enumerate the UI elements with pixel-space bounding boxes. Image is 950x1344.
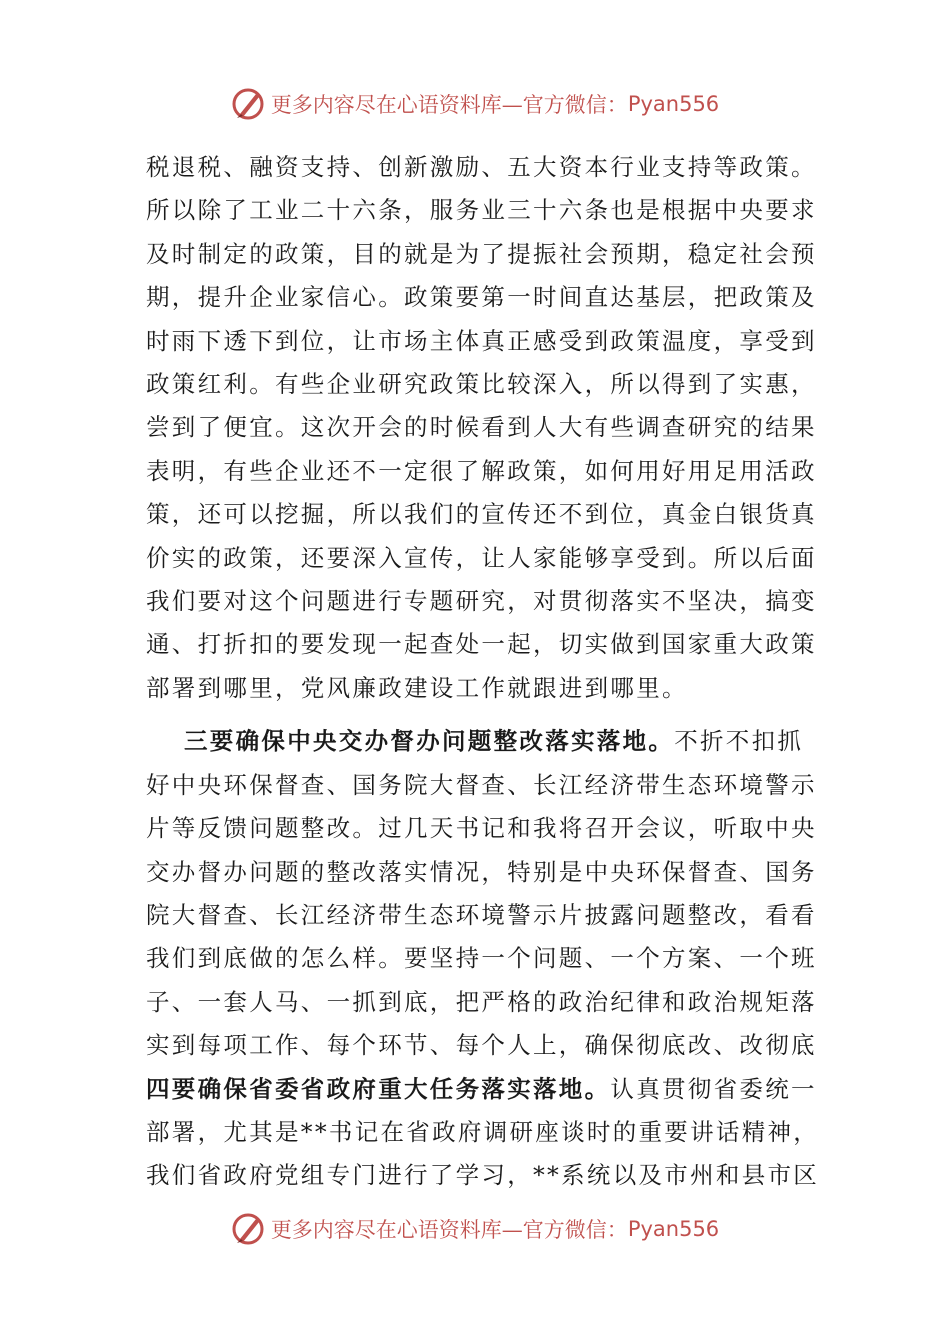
text-line: 表明，有些企业还不一定很了解政策，如何用好用足用活政 — [146, 456, 817, 485]
text-line: 实到每项工作、每个环节、每个人上，确保彻底改、改彻底 — [146, 1031, 817, 1060]
text-line: 价实的政策，还要深入宣传，让人家能够享受到。所以后面 — [146, 543, 817, 572]
footer-watermark-banner — [0, 1209, 950, 1249]
paragraph-3 — [146, 1068, 820, 1198]
text-line: 政策红利。有些企业研究政策比较深入，所以得到了实惠， — [146, 370, 817, 399]
paragraph-2 — [146, 720, 817, 1067]
banner-text: 更多内容尽在心语资料库—官方微信： — [270, 1218, 628, 1242]
text-line: 我们省政府党组专门进行了学习，**系统以及市州和县市区 — [146, 1161, 820, 1190]
banner-wechat-id: Pyan556 — [627, 92, 720, 116]
paragraph-lead-heading: 四要确保省委省政府重大任务落实落地。 — [146, 1074, 611, 1103]
text-line — [146, 720, 810, 763]
text-line: 通、打折扣的要发现一起查处一起，切实做到国家重大政策 — [146, 630, 817, 659]
lead-continuation: 认真贯彻省委统一 — [610, 1074, 817, 1103]
text-line: 税退税、融资支持、创新激励、五大资本行业支持等政策。 — [146, 153, 817, 181]
text-line: 尝到了便宜。这次开会的时候看到人大有些调查研究的结果 — [146, 413, 817, 442]
pen-circle-logo-icon — [231, 87, 265, 121]
text-line: 好中央环保督查、国务院大督查、长江经济带生态环境警示 — [146, 770, 817, 799]
paragraph-lead-heading: 三要确保中央交办督办问题整改落实落地。 — [184, 727, 675, 756]
text-line: 片等反馈问题整改。过几天书记和我将召开会议，听取中央 — [146, 814, 817, 843]
text-line: 所以除了工业二十六条，服务业三十六条也是根据中央要求 — [146, 196, 817, 225]
text-line: 部署到哪里，党风廉政建设工作就跟进到哪里。 — [146, 673, 688, 702]
text-line: 子、一套人马、一抓到底，把严格的政治纪律和政治规矩落 — [146, 987, 817, 1016]
text-line: 院大督查、长江经济带生态环境警示片披露问题整改，看看 — [146, 900, 817, 929]
text-line: 及时制定的政策，目的就是为了提振社会预期，稳定社会预 — [146, 239, 817, 268]
header-watermark-banner — [0, 84, 950, 124]
pen-circle-logo-icon — [231, 1212, 265, 1246]
text-line: 我们要对这个问题进行专题研究，对贯彻落实不坚决，搞变 — [146, 587, 817, 616]
text-line: 交办督办问题的整改落实情况，特别是中央环保督查、国务 — [146, 857, 817, 886]
lead-continuation: 不折不扣抓 — [674, 727, 804, 756]
paragraph-1 — [146, 146, 817, 710]
text-line: 策，还可以挖掘，所以我们的宣传还不到位，真金白银货真 — [146, 500, 817, 529]
text-line: 我们到底做的怎么样。要坚持一个问题、一个方案、一个班 — [146, 944, 817, 973]
text-line — [146, 1068, 817, 1111]
text-line: 时雨下透下到位，让市场主体真正感受到政策温度，享受到 — [146, 326, 817, 355]
text-line: 期，提升企业家信心。政策要第一时间直达基层，把政策及 — [146, 283, 817, 312]
document-body — [146, 146, 820, 1198]
banner-wechat-id: Pyan556 — [627, 1217, 720, 1241]
banner-text: 更多内容尽在心语资料库—官方微信： — [270, 93, 628, 117]
text-line: 部署，尤其是**书记在省政府调研座谈时的重要讲话精神， — [146, 1117, 820, 1146]
